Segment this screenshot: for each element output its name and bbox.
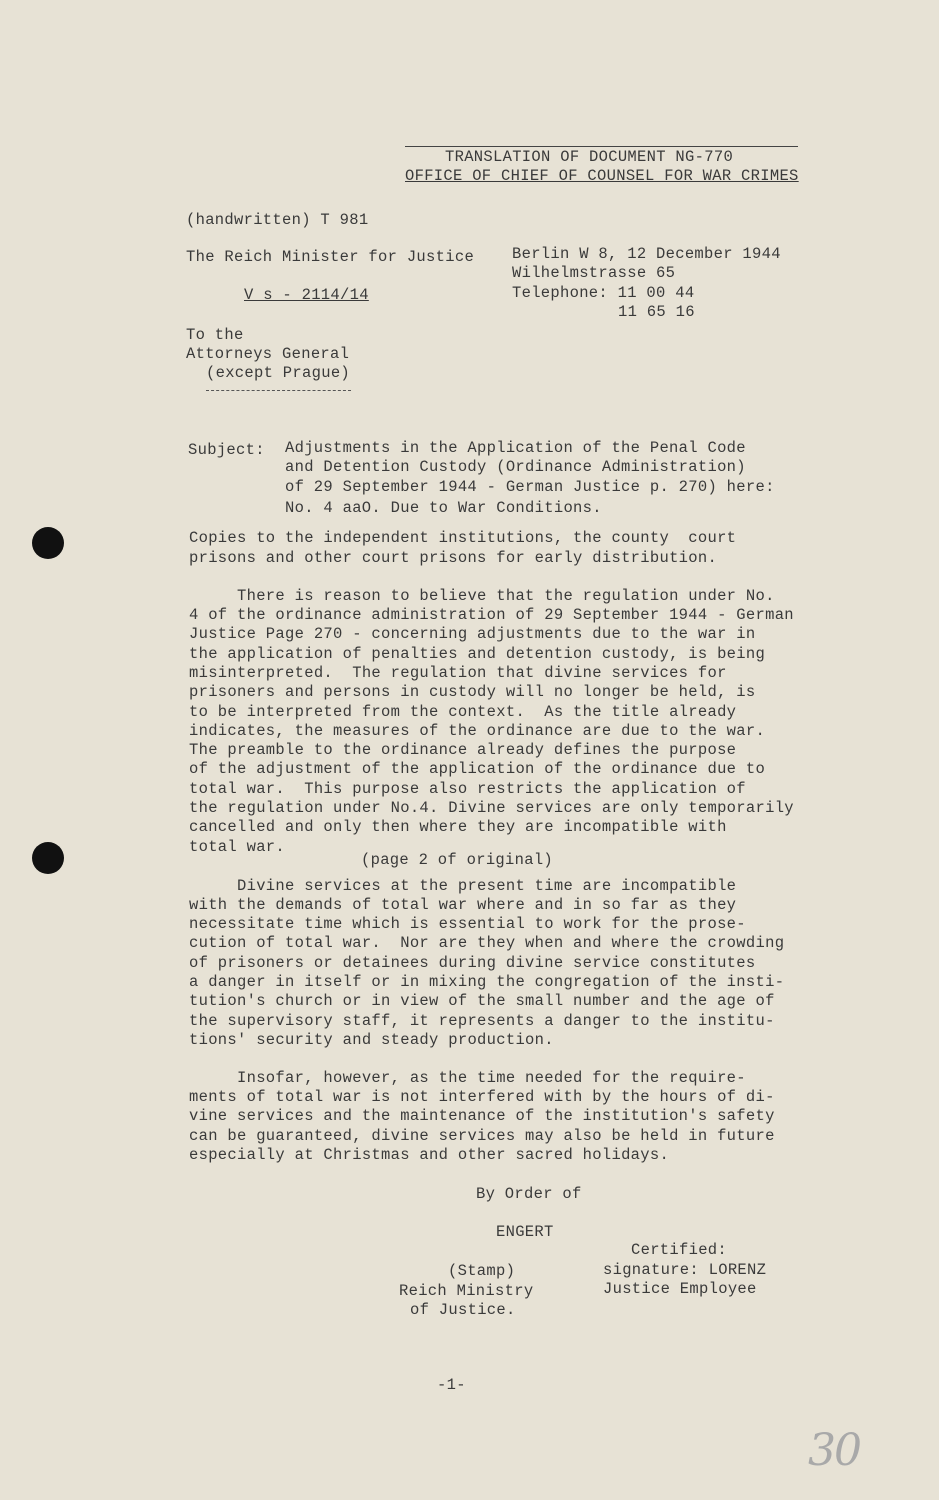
- copies-line: Copies to the independent institutions, the county court: [189, 529, 737, 547]
- paragraph-1-line: to be interpreted from the context. As the title already: [189, 703, 737, 721]
- paragraph-2-line: tions' security and steady production.: [189, 1031, 554, 1049]
- stamp-line-2: Reich Ministry: [399, 1282, 534, 1300]
- page-note: (page 2 of original): [361, 851, 554, 869]
- page-number: -1-: [437, 1376, 466, 1394]
- paragraph-1-line: indicates, the measures of the ordinance are due to the war.: [189, 722, 766, 740]
- paragraph-2-line: cution of total war. Nor are they when and where the crowding: [189, 934, 785, 952]
- paragraph-1-line: total war.: [189, 838, 286, 856]
- paragraph-3-line: especially at Christmas and other sacred holidays.: [189, 1146, 670, 1164]
- paragraph-1-line: The preamble to the ordinance already defines the purpose: [189, 741, 737, 759]
- subject-line: Adjustments in the Application of the Penal Code: [285, 439, 746, 457]
- paragraph-1-line: total war. This purpose also restricts the application of: [189, 780, 746, 798]
- paragraph-1-line: the regulation under No.4. Divine services are only temporarily: [189, 799, 794, 817]
- subject-line: and Detention Custody (Ordinance Administration): [285, 458, 746, 476]
- paragraph-1-line: Justice Page 270 - concerning adjustments due to the war in: [189, 625, 756, 643]
- copies-line: prisons and other court prisons for early distribution.: [189, 549, 718, 567]
- paragraph-1-line: the application of penalties and detention custody, is being: [189, 645, 766, 663]
- recipient-underline: [206, 390, 351, 391]
- paragraph-2-line: with the demands of total war where and in so far as they: [189, 896, 737, 914]
- paragraph-2-line: of prisoners or detainees during divine service constitutes: [189, 954, 756, 972]
- paragraph-2-line: Divine services at the present time are incompatible: [189, 877, 737, 895]
- telephone-line-2: 11 65 16: [618, 303, 695, 321]
- pencil-page-number: 30: [808, 1425, 860, 1476]
- recipient-line-3: (except Prague): [206, 364, 351, 382]
- paragraph-2-line: the supervisory staff, it represents a danger to the institu-: [189, 1012, 775, 1030]
- sender-name: The Reich Minister for Justice: [186, 248, 475, 266]
- paragraph-1-line: There is reason to believe that the regulation under No.: [189, 587, 775, 605]
- file-number: V s - 2114/14: [244, 286, 369, 304]
- paragraph-2-line: a danger in itself or in mixing the congregation of the insti-: [189, 973, 785, 991]
- paragraph-2-line: necessitate time which is essential to work for the prose-: [189, 915, 746, 933]
- recipient-line-1: To the: [186, 326, 244, 344]
- recipient-line-2: Attorneys General: [186, 345, 350, 363]
- stamp-line-3: of Justice.: [410, 1301, 516, 1319]
- paragraph-1-line: 4 of the ordinance administration of 29 September 1944 - German: [189, 606, 794, 624]
- signer-name: ENGERT: [496, 1223, 554, 1241]
- paragraph-3-line: can be guaranteed, divine services may also be held in future: [189, 1127, 775, 1145]
- paragraph-3-line: vine services and the maintenance of the institution's safety: [189, 1107, 775, 1125]
- paragraph-1-line: of the adjustment of the application of the ordinance due to: [189, 760, 766, 778]
- header-top-rule: [405, 146, 798, 147]
- place-date-line: Berlin W 8, 12 December 1944: [512, 245, 781, 263]
- telephone-line: Telephone: 11 00 44: [512, 284, 695, 302]
- punch-hole-bottom: [32, 842, 64, 874]
- office-title: OFFICE OF CHIEF OF COUNSEL FOR WAR CRIMES: [405, 167, 799, 185]
- by-order-of: By Order of: [476, 1185, 582, 1203]
- handwritten-reference: (handwritten) T 981: [186, 211, 369, 229]
- street-address: Wilhelmstrasse 65: [512, 264, 676, 282]
- subject-line: No. 4 aaO. Due to War Conditions.: [285, 499, 602, 517]
- punch-hole-top: [32, 527, 64, 559]
- subject-line: of 29 September 1944 - German Justice p. 270) here:: [285, 478, 775, 496]
- certified-signature: signature: LORENZ: [603, 1261, 767, 1279]
- paragraph-2-line: tution's church or in view of the small number and the age of: [189, 992, 775, 1010]
- certified-label: Certified:: [631, 1241, 728, 1259]
- paragraph-1-line: cancelled and only then where they are incompatible with: [189, 818, 727, 836]
- paragraph-1-line: misinterpreted. The regulation that divine services for: [189, 664, 727, 682]
- translation-title: TRANSLATION OF DOCUMENT NG-770: [445, 148, 734, 166]
- stamp-line-1: (Stamp): [448, 1262, 516, 1280]
- subject-label: Subject:: [188, 441, 265, 459]
- paragraph-3-line: Insofar, however, as the time needed for the require-: [189, 1069, 746, 1087]
- certified-title: Justice Employee: [603, 1280, 757, 1298]
- paragraph-3-line: ments of total war is not interfered with by the hours of di-: [189, 1088, 775, 1106]
- paragraph-1-line: prisoners and persons in custody will no longer be held, is: [189, 683, 756, 701]
